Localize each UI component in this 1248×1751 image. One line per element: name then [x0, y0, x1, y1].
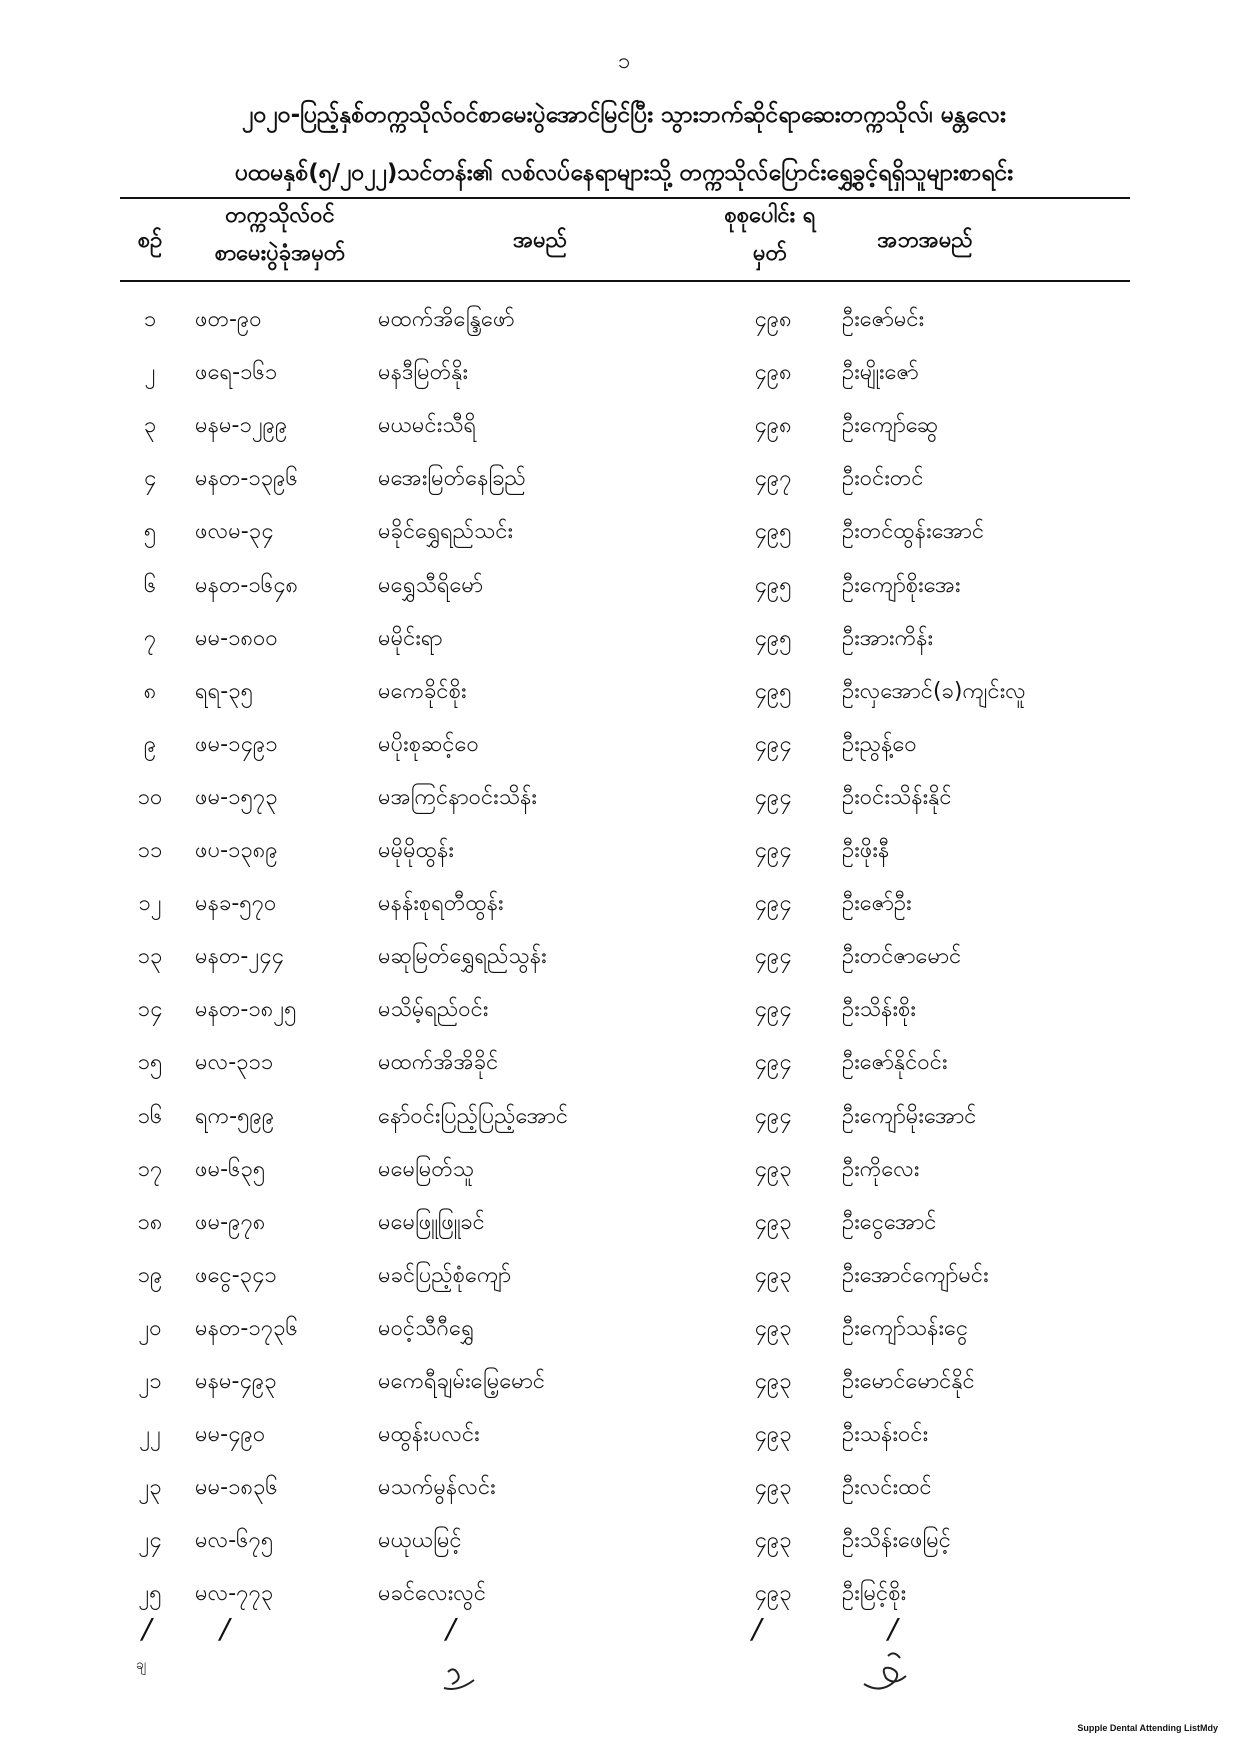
row-serial: ၂၂ — [139, 1422, 161, 1448]
row-name: မနဒီမြတ်နိုး — [378, 360, 469, 386]
row-total-marks: ၄၉၅ — [754, 519, 792, 545]
row-total-marks: ၄၉၄ — [754, 997, 792, 1023]
row-father-name: ဦးကျော်မိုးအောင် — [842, 1103, 977, 1129]
table-row — [0, 351, 1248, 395]
row-name: မသက်မွန်လင်း — [378, 1475, 496, 1501]
row-name: မခိုင်ရွှေရည်သင်း — [378, 519, 514, 545]
row-father-name: ဦးမောင်မောင်နိုင် — [842, 1369, 975, 1394]
table-row — [0, 404, 1248, 448]
signature-initials: ချ — [136, 1657, 147, 1673]
row-total-marks: ၄၉၃ — [754, 1475, 792, 1501]
table-row — [0, 457, 1248, 501]
row-roll-number: ဖမ-၁၅၇၃ — [195, 784, 278, 810]
row-roll-number: မနတ-၁၈၂၅ — [195, 997, 297, 1023]
row-father-name: ဦးသိန်းဖေမြင့် — [842, 1528, 952, 1554]
row-serial: ၁၇ — [137, 1156, 163, 1182]
row-serial: ၂၀ — [138, 1315, 162, 1341]
row-serial: ၁၉ — [137, 1262, 163, 1288]
row-father-name: ဦးကျော်သန်းငွေ — [842, 1315, 969, 1341]
row-father-name: ဦးအောင်ကျော်မင်း — [842, 1262, 989, 1288]
row-father-name: ဦးကိုလေး — [842, 1156, 920, 1182]
row-father-name: ဦးတင်ထွန်းအောင် — [842, 519, 985, 545]
row-name: မယမင်းသီရိ — [378, 413, 477, 439]
table-row — [0, 510, 1248, 554]
row-serial: ၁ — [143, 307, 157, 332]
row-father-name: ဦးဖိုးနီ — [842, 838, 890, 863]
row-serial: ၁၅ — [137, 1050, 163, 1076]
row-name: မထွန်းပလင်း — [378, 1422, 480, 1448]
row-roll-number: မမ-၁၈၃၆ — [195, 1475, 278, 1501]
row-serial: ၁၁ — [137, 838, 163, 863]
ditto-mark: / — [142, 1612, 152, 1645]
row-total-marks: ၄၉၄ — [754, 731, 792, 757]
row-father-name: ဦးကျော်စိုးအေး — [842, 572, 961, 598]
row-name: မပိုးစုဆင့်ဝေ — [378, 731, 479, 757]
row-father-name: ဦးဝင်းတင် — [842, 466, 924, 492]
row-total-marks: ၄၉၄ — [754, 784, 792, 810]
table-row — [0, 882, 1248, 926]
row-total-marks: ၄၉၃ — [754, 1262, 792, 1288]
row-father-name: ဦးသန်းဝင်း — [842, 1422, 929, 1448]
row-name: မဆုမြတ်ရွှေရည်သွန်း — [378, 944, 547, 970]
row-name: မအကြင်နာဝင်းသိန်း — [378, 784, 538, 810]
row-serial: ၁၀ — [137, 784, 163, 810]
page-number: ၁ — [617, 49, 631, 74]
header-name: အမည် — [512, 228, 568, 253]
row-father-name: ဦးဇော်မင်း — [842, 307, 925, 332]
row-total-marks: ၄၉၇ — [754, 466, 792, 492]
row-serial: ၂၁ — [138, 1369, 162, 1394]
row-roll-number: မနတ-၁၇၃၆ — [195, 1315, 298, 1341]
row-name: မထက်အိန္ဒြေဖော် — [378, 307, 515, 332]
header-bottom-rule — [120, 280, 1130, 282]
row-serial: ၁၃ — [137, 944, 163, 970]
row-serial: ၇ — [143, 625, 157, 651]
row-roll-number: မနတ-၁၃၉၆ — [195, 466, 298, 492]
row-father-name: ဦးကျော်ဆွေ — [842, 413, 939, 439]
table-row — [0, 1254, 1248, 1298]
table-row — [0, 670, 1248, 714]
table-row — [0, 1148, 1248, 1192]
row-serial: ၆ — [143, 572, 157, 598]
row-total-marks: ၄၉၃ — [754, 1581, 792, 1607]
row-roll-number: ဖငွေ-၃၄၁ — [195, 1262, 277, 1288]
row-roll-number: ဖပ-၁၃၈၉ — [195, 838, 278, 863]
row-roll-number: ဖမ-၁၄၉၁ — [195, 731, 278, 757]
row-name: မအေးမြတ်နေခြည် — [378, 466, 526, 492]
row-total-marks: ၄၉၃ — [754, 1315, 792, 1341]
row-roll-number: မနမ-၁၂၉၉ — [195, 413, 288, 439]
row-father-name: ဦးဝင်းသိန်းနိုင် — [842, 784, 952, 810]
row-father-name: ဦးအားကိန်း — [842, 625, 934, 651]
row-father-name: ဦးလင်းထင် — [842, 1475, 932, 1501]
row-roll-number: မနခ-၅၇၀ — [195, 891, 277, 917]
row-name: မကေရီချမ်းမြေ့မောင် — [378, 1369, 546, 1394]
row-roll-number: ဖမ-၉၇၈ — [195, 1209, 266, 1235]
row-father-name: ဦးမျိုးဇော် — [842, 360, 919, 386]
row-total-marks: ၄၉၃ — [754, 1209, 792, 1235]
row-serial: ၄ — [143, 466, 157, 492]
row-name: မမေဖြူဖြူခင် — [378, 1209, 485, 1235]
ditto-mark: / — [888, 1612, 898, 1645]
table-row — [0, 935, 1248, 979]
document-title-line-2: ပထမနှစ်(၅/၂၀၂၂)သင်တန်း၏ လစ်လပ်နေရာများသို့ တက္ကသိုလ်ပြောင်းရွှေ့ခွင့်ရရှိသူများစာရင်း — [234, 160, 1014, 186]
footer-note: Supple Dental Attending ListMdy — [1077, 1723, 1218, 1733]
row-serial: ၉ — [143, 731, 157, 757]
row-serial: ၃ — [143, 413, 157, 439]
handwritten-signature-2 — [858, 1648, 918, 1694]
row-roll-number: မလ-၃၁၁ — [195, 1050, 274, 1076]
document-title-line-1: ၂၀၂၀-ပြည့်နှစ်တက္ကသိုလ်ဝင်စာမေးပွဲအောင်မြင်ပြီး သွားဘက်ဆိုင်ရာဆေးတက္ကသိုလ်၊ မန္တလေး — [242, 102, 1006, 128]
row-father-name: ဦးလှအောင်(ခ)ကျင်းလူ — [842, 678, 1026, 704]
header-serial: စဉ် — [137, 228, 163, 253]
row-name: မသိမ့်ရည်ဝင်း — [378, 997, 489, 1023]
row-roll-number: ဖလမ-၃၄ — [195, 519, 274, 545]
row-father-name: ဦးဇော်နိုင်ဝင်း — [842, 1050, 948, 1076]
row-name: မရွှေသီရိမော် — [378, 572, 484, 598]
row-father-name: ဦးဇော်ဦး — [842, 891, 912, 917]
row-roll-number: ရက-၅၉၉ — [195, 1103, 275, 1129]
row-total-marks: ၄၉၈ — [754, 413, 792, 439]
row-name: မမိုမိုထွန်း — [378, 838, 454, 863]
table-row — [0, 1466, 1248, 1510]
row-serial: ၈ — [143, 678, 157, 704]
row-father-name: ဦးမြင့်စိုး — [842, 1581, 907, 1607]
row-roll-number: မနတ-၁၆၄၈ — [195, 572, 299, 598]
row-serial: ၁၈ — [137, 1209, 163, 1235]
row-total-marks: ၄၉၃ — [754, 1369, 792, 1394]
row-roll-number: ဖတ-၉၀ — [195, 307, 262, 332]
row-roll-number: ဖမ-၆၃၅ — [195, 1156, 266, 1182]
row-total-marks: ၄၉၃ — [754, 1528, 792, 1554]
header-total-marks: စုစုပေါင်း ရမှတ် — [724, 203, 816, 266]
table-row — [0, 1413, 1248, 1457]
row-name: မထက်အိအိခိုင် — [378, 1050, 499, 1076]
table-row — [0, 1360, 1248, 1404]
row-name: မခင်ပြည့်စုံကျော် — [378, 1262, 512, 1288]
row-serial: ၂၅ — [138, 1581, 162, 1607]
ditto-mark: / — [220, 1612, 230, 1645]
table-row — [0, 564, 1248, 608]
row-serial: ၁၂ — [138, 891, 162, 917]
table-row — [0, 1201, 1248, 1245]
row-roll-number: မမ-၄၉၀ — [195, 1422, 266, 1448]
row-total-marks: ၄၉၈ — [754, 360, 792, 386]
row-name: မဝင့်သီဂီရွှေ — [378, 1315, 474, 1341]
row-name: မမေမြတ်သူ — [378, 1156, 475, 1182]
ditto-marks-row — [0, 1612, 1248, 1652]
row-roll-number: မမ-၁၈၀၀ — [195, 625, 278, 651]
table-row — [0, 298, 1248, 342]
row-roll-number: မလ-၇၇၃ — [195, 1581, 274, 1607]
table-row — [0, 617, 1248, 661]
row-roll-number: မနမ-၄၉၃ — [195, 1369, 277, 1394]
table-row — [0, 1041, 1248, 1085]
row-total-marks: ၄၉၄ — [754, 1103, 792, 1129]
row-total-marks: ၄၉၈ — [754, 307, 792, 332]
header-roll-number: တက္ကသိုလ်ဝင် စာမေးပွဲခုံအမှတ် — [214, 203, 346, 266]
ditto-mark: / — [752, 1612, 762, 1645]
table-row — [0, 988, 1248, 1032]
row-total-marks: ၄၉၃ — [754, 1422, 792, 1448]
row-serial: ၁၆ — [137, 1103, 163, 1129]
row-roll-number: ဖရေ-၁၆၁ — [195, 360, 278, 386]
table-row — [0, 829, 1248, 873]
table-row — [0, 723, 1248, 767]
row-father-name: ဦးငွေအောင် — [842, 1209, 937, 1235]
row-father-name: ဦးသိန်းစိုး — [842, 997, 916, 1023]
row-father-name: ဦးတင်ဇာမောင် — [842, 944, 962, 970]
row-total-marks: ၄၉၃ — [754, 1156, 792, 1182]
row-total-marks: ၄၉၅ — [754, 572, 792, 598]
row-serial: ၂၃ — [138, 1475, 162, 1501]
row-name: မယုယမြင့် — [378, 1528, 462, 1554]
row-roll-number: မလ-၆၇၅ — [195, 1528, 274, 1554]
header-father-name: အဘအမည် — [877, 228, 973, 253]
row-name: မမိုင်းရာ — [378, 625, 443, 651]
table-row — [0, 1307, 1248, 1351]
row-name: မကေခိုင်စိုး — [378, 678, 467, 704]
row-total-marks: ၄၉၄ — [754, 838, 792, 863]
row-serial: ၂၄ — [138, 1528, 162, 1554]
row-name: နော်ဝင်းပြည့်ပြည့်အောင် — [378, 1103, 569, 1129]
row-roll-number: မနတ-၂၄၄ — [195, 944, 284, 970]
row-total-marks: ၄၉၅ — [754, 625, 792, 651]
table-row — [0, 1095, 1248, 1139]
row-name: မခင်လေးလွင် — [378, 1581, 487, 1607]
table-row — [0, 1519, 1248, 1563]
row-name: မနန်းစုရတီထွန်း — [378, 891, 504, 917]
table-row — [0, 776, 1248, 820]
row-serial: ၅ — [143, 519, 157, 545]
row-father-name: ဦးညွန့်ဝေ — [842, 731, 917, 757]
row-serial: ၂ — [144, 360, 156, 386]
row-roll-number: ရရ-၃၅ — [195, 678, 253, 704]
handwritten-signature-1 — [440, 1662, 480, 1696]
row-total-marks: ၄၉၄ — [754, 944, 792, 970]
table-row — [0, 1572, 1248, 1616]
row-total-marks: ၄၉၄ — [754, 1050, 792, 1076]
row-total-marks: ၄၉၄ — [754, 891, 792, 917]
row-serial: ၁၄ — [137, 997, 163, 1023]
row-total-marks: ၄၉၅ — [754, 678, 792, 704]
ditto-mark: / — [446, 1612, 456, 1645]
